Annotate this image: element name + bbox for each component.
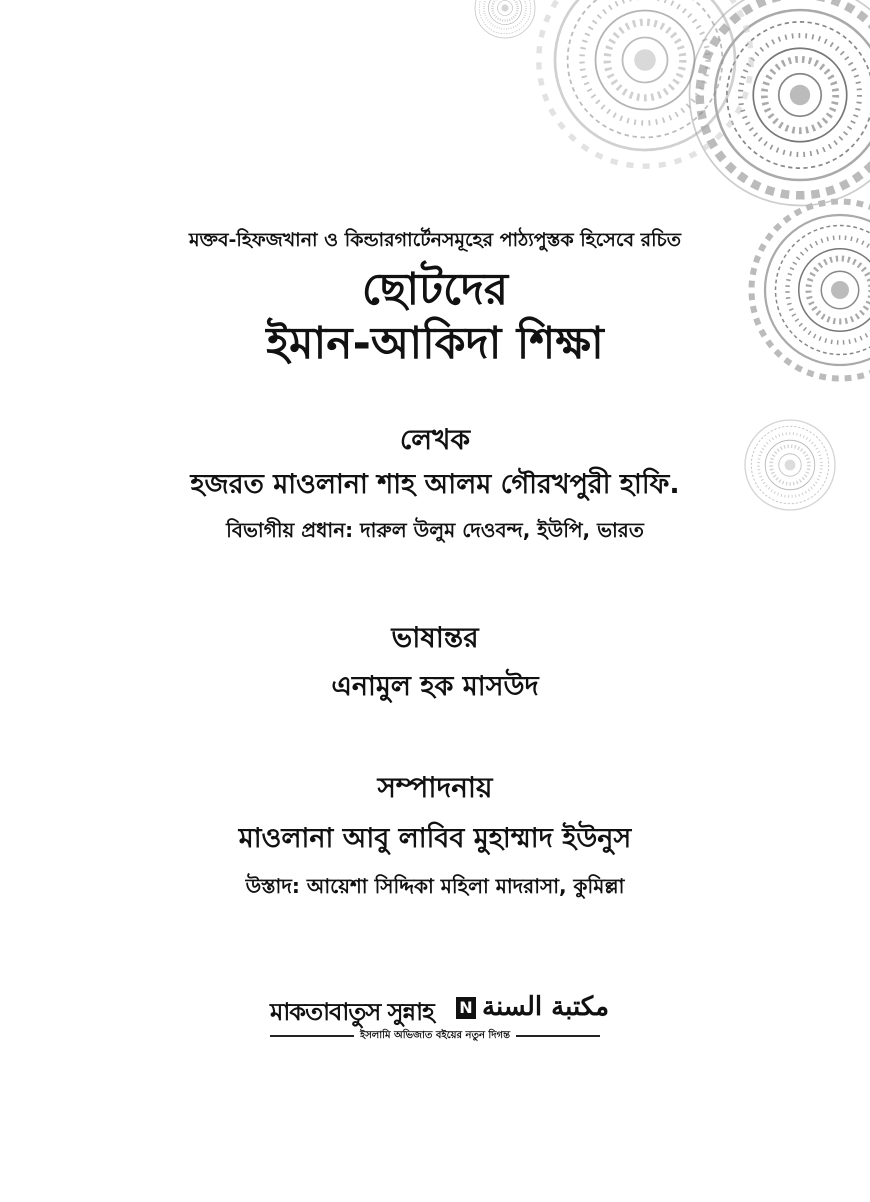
editor-designation: উস্তাদ: আয়েশা সিদ্দিকা মহিলা মাদরাসা, কুমিল্লা — [245, 874, 625, 898]
publisher-logo — [270, 992, 610, 1050]
publisher-tagline: ইসলামি অভিজাত বইয়ের নতুন দিগন্ত — [354, 1030, 516, 1041]
translation-label: ভাষান্তর — [391, 621, 479, 654]
translator-name: এনামুল হক মাসউদ — [331, 671, 539, 702]
editor-name: মাওলানা আবু লাবিব মুহাম্মাদ ইউনুস — [238, 823, 632, 854]
book-title-line-2: ইমান-আকিদা শিক্ষা — [266, 318, 604, 369]
mandala-small-top — [475, 0, 535, 38]
publisher-name-bengali: মাকতাবাতুস সুন্নাহ — [270, 998, 434, 1026]
book-title-line-1: ছোটদের — [361, 264, 509, 315]
mandala-faint-top — [539, 0, 751, 166]
author-designation: বিভাগীয় প্রধান: দারুল উলুম দেওবন্দ, ইউপি, ভারত — [226, 518, 644, 542]
subtitle: মক্তব-হিফজখানা ও কিন্ডারগার্টেনসমূহের পাঠ্যপুস্তক হিসেবে রচিত — [188, 229, 682, 251]
publisher-name-arabic: مكتبة السنة — [482, 992, 610, 1022]
mandala-large-top-right — [690, 0, 870, 205]
author-name: হজরত মাওলানা শাহ আলম গৌরখপুরী হাফি. — [190, 469, 680, 500]
publisher-badge: N — [456, 997, 476, 1019]
author-label: লেখক — [399, 423, 471, 456]
editing-label: সম্পাদনায় — [377, 771, 493, 804]
